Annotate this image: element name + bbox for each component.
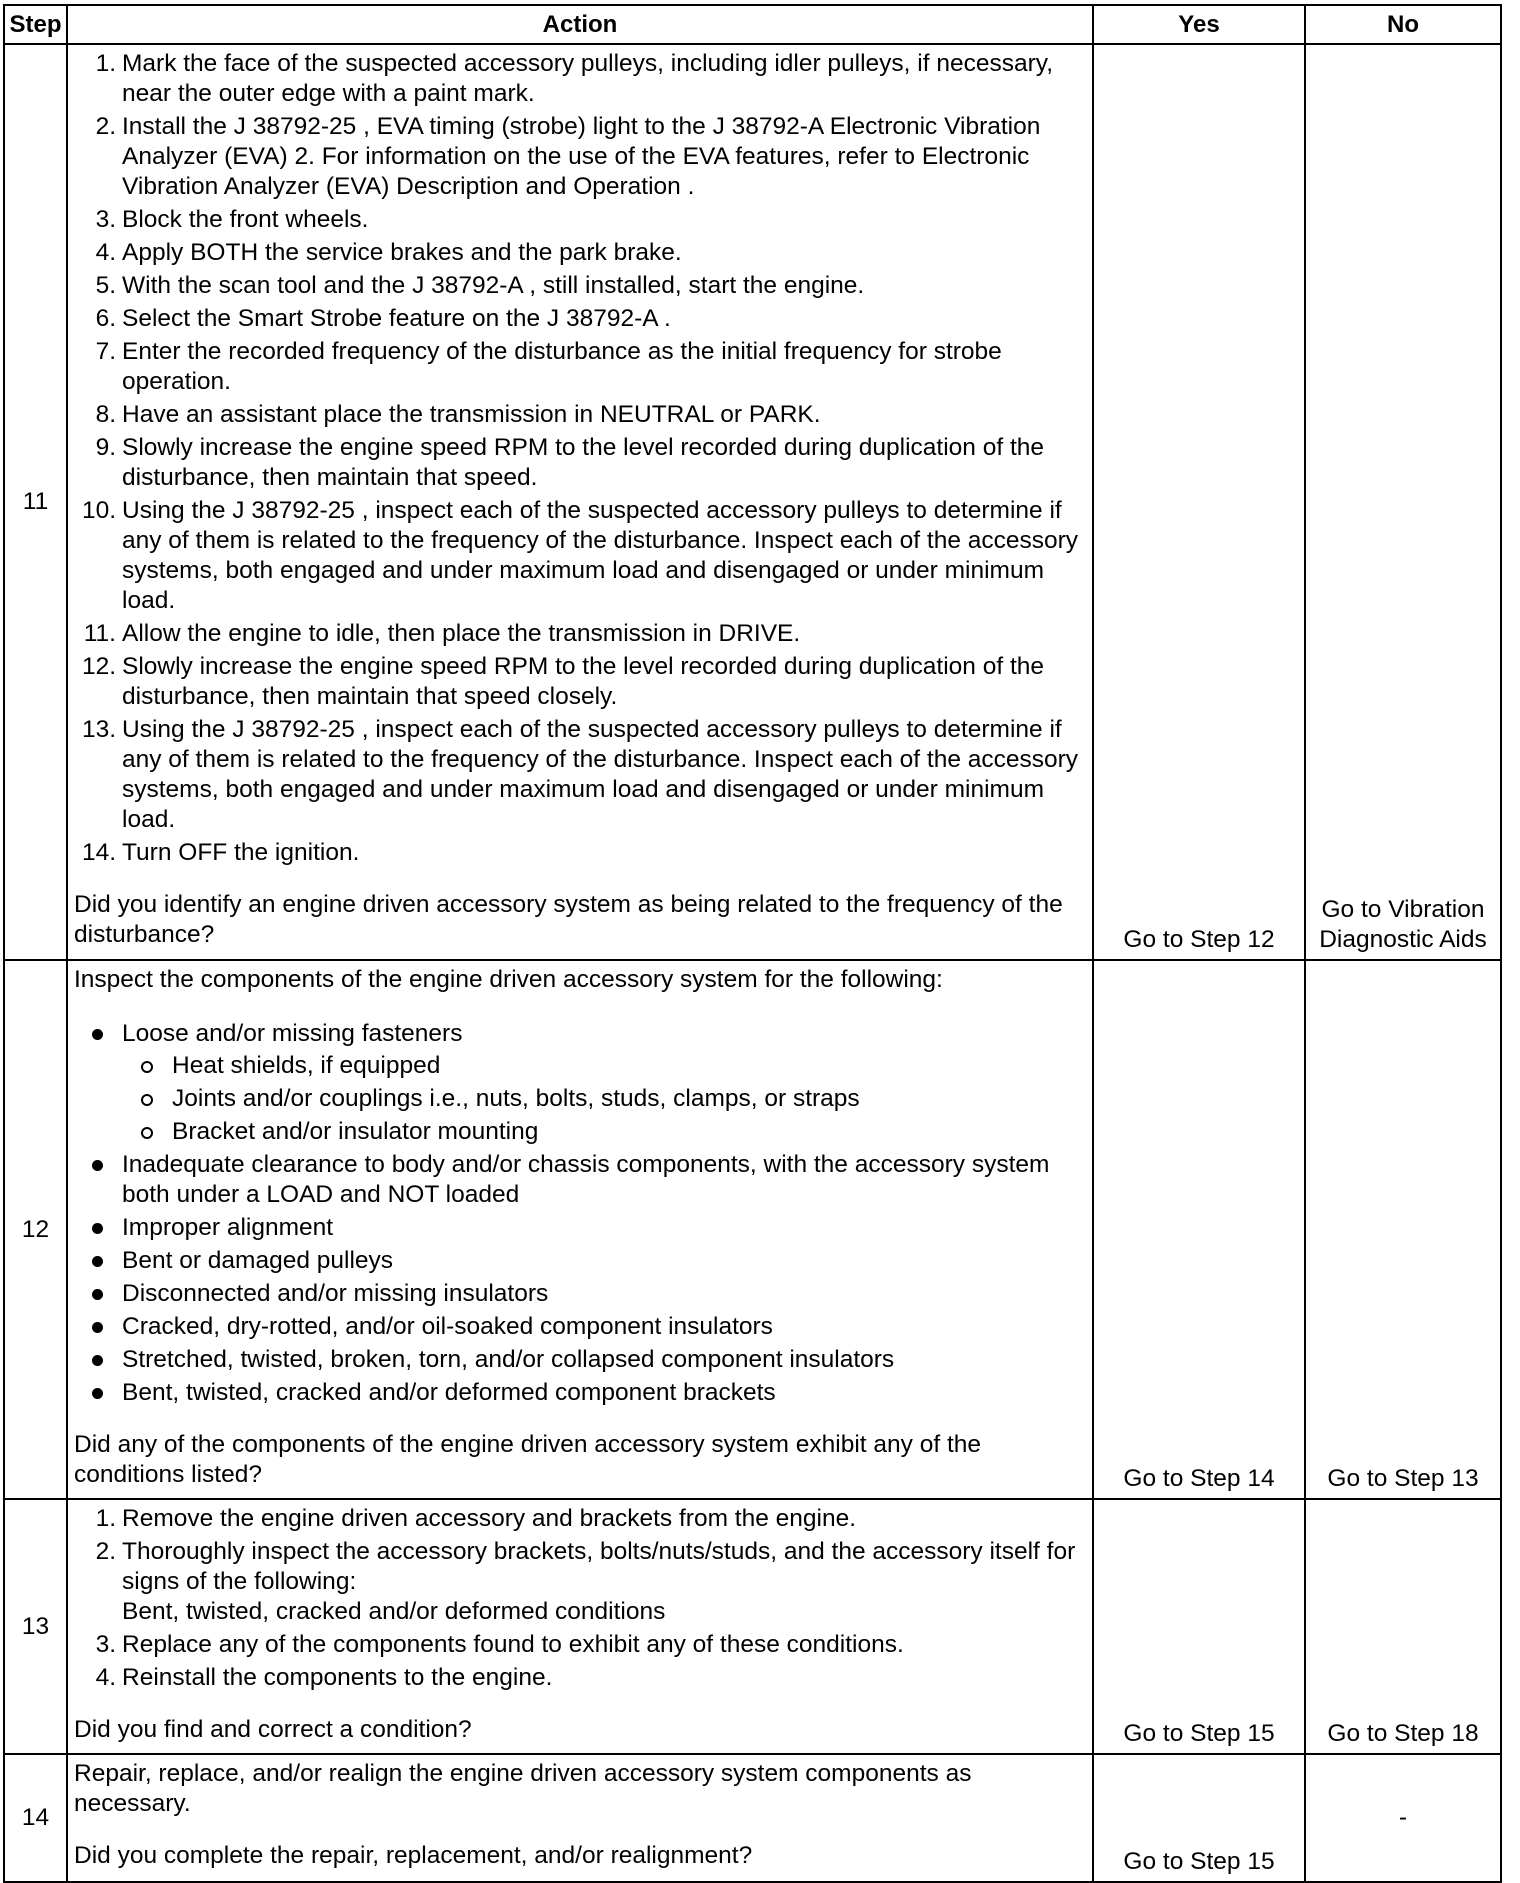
list-item [74, 238, 1084, 268]
question-text: Did you find and correct a condition? [74, 1716, 472, 1743]
item-number: 13. [81, 716, 116, 743]
intro-text: Inspect the components of the engine driven accessory system for the following: [74, 966, 943, 993]
no-result: - [1305, 1754, 1501, 1882]
item-number: 10. [81, 497, 116, 524]
item-text: Loose and/or missing fasteners [122, 1020, 463, 1047]
list-item [74, 838, 1084, 868]
no-result: Go to Vibration Diagnostic Aids [1305, 44, 1501, 960]
item-number: 1. [95, 1505, 116, 1532]
item-number: 8. [95, 401, 116, 428]
item-number: 3. [95, 1631, 116, 1658]
step-number: 13 [4, 1499, 67, 1754]
action-cell [67, 1754, 1093, 1882]
numbered-list [74, 1504, 1084, 1693]
step-number: 14 [4, 1754, 67, 1882]
item-text: Slowly increase the engine speed RPM to the level recorded during duplication of the disturbance, then maintain that speed closely. [122, 653, 1045, 710]
item-text: Using the J 38792-25 , inspect each of the suspected accessory pulleys to determine if any of them is related to the frequency of the disturbance. Inspect each of the accessory systems, both engaged and under maximum load and disengaged or under minimum load. [122, 497, 1079, 614]
bullet-list [74, 1019, 1084, 1408]
question-text: Did you complete the repair, replacement, and/or realignment? [74, 1842, 753, 1869]
list-item [74, 496, 1084, 616]
question-text: Did any of the components of the engine driven accessory system exhibit any of the conditions listed? [74, 1431, 982, 1488]
diagnostic-table [3, 4, 1502, 1883]
table-row-step-13 [4, 1499, 1501, 1754]
numbered-list [74, 49, 1084, 868]
item-number: 5. [95, 272, 116, 299]
list-item: Inadequate clearance to body and/or chassis components, with the accessory system both under a LOAD and NOT loaded [74, 1150, 1084, 1210]
item-text: Slowly increase the engine speed RPM to the level recorded during duplication of the disturbance, then maintain that speed. [122, 434, 1045, 491]
question-text: Did you identify an engine driven accessory system as being related to the frequency of the disturbance? [74, 891, 1063, 948]
list-item [74, 112, 1084, 202]
list-item [74, 619, 1084, 649]
list-item [74, 304, 1084, 334]
item-text: Block the front wheels. [122, 206, 369, 233]
list-item: Bent or damaged pulleys [74, 1246, 1084, 1276]
yes-result: Go to Step 14 [1093, 960, 1305, 1499]
item-text: Enter the recorded frequency of the disturbance as the initial frequency for strobe operation. [122, 338, 1002, 395]
action-cell [67, 960, 1093, 1499]
no-result: Go to Step 18 [1305, 1499, 1501, 1754]
sub-list-item: Bracket and/or insulator mounting [122, 1117, 1084, 1147]
list-item: Stretched, twisted, broken, torn, and/or collapsed component insulators [74, 1345, 1084, 1375]
sub-list-item: Joints and/or couplings i.e., nuts, bolts, studs, clamps, or straps [122, 1084, 1084, 1114]
item-text: Have an assistant place the transmission in NEUTRAL or PARK. [122, 401, 821, 428]
item-text: Replace any of the components found to exhibit any of these conditions. [122, 1631, 904, 1658]
item-number: 6. [95, 305, 116, 332]
item-text: Apply BOTH the service brakes and the park brake. [122, 239, 682, 266]
item-number: 2. [95, 113, 116, 140]
list-item: Disconnected and/or missing insulators [74, 1279, 1084, 1309]
list-item [74, 49, 1084, 109]
list-item [74, 1504, 1084, 1534]
list-item [74, 400, 1084, 430]
item-text: Thoroughly inspect the accessory brackets, bolts/nuts/studs, and the accessory itself for signs of the following: [122, 1538, 1076, 1595]
header-row [4, 5, 1501, 44]
header-no: No [1305, 5, 1501, 44]
item-number: 11. [83, 620, 116, 647]
action-cell [67, 44, 1093, 960]
table-row-step-14 [4, 1754, 1501, 1882]
table-row-step-11 [4, 44, 1501, 960]
no-result: Go to Step 13 [1305, 960, 1501, 1499]
item-number: 14. [81, 839, 116, 866]
yes-result: Go to Step 15 [1093, 1754, 1305, 1882]
list-item: Improper alignment [74, 1213, 1084, 1243]
item-number: 7. [95, 338, 116, 365]
item-text: Select the Smart Strobe feature on the J 38792-A . [122, 305, 671, 332]
list-item: Cracked, dry-rotted, and/or oil-soaked component insulators [74, 1312, 1084, 1342]
header-yes: Yes [1093, 5, 1305, 44]
item-text: With the scan tool and the J 38792-A , still installed, start the engine. [122, 272, 865, 299]
item-text: Reinstall the components to the engine. [122, 1664, 553, 1691]
list-item: Bent, twisted, cracked and/or deformed component brackets [74, 1378, 1084, 1408]
sub-list-item: Heat shields, if equipped [122, 1051, 1084, 1081]
item-text: Mark the face of the suspected accessory pulleys, including idler pulleys, if necessary, near the outer edge with a paint mark. [122, 50, 1053, 107]
sub-list [122, 1051, 1084, 1147]
item-number: 4. [95, 1664, 116, 1691]
item-number: 2. [95, 1538, 116, 1565]
item-text: Using the J 38792-25 , inspect each of the suspected accessory pulleys to determine if any of them is related to the frequency of the disturbance. Inspect each of the accessory systems, both engaged and under maximum load and disengaged or under minimum load. [122, 716, 1079, 833]
item-number: 1. [95, 50, 116, 77]
list-item [74, 1537, 1084, 1627]
item-text: Turn OFF the ignition. [122, 839, 360, 866]
item-text: Allow the engine to idle, then place the transmission in DRIVE. [122, 620, 801, 647]
list-item [74, 271, 1084, 301]
list-item [74, 1663, 1084, 1693]
yes-result: Go to Step 15 [1093, 1499, 1305, 1754]
item-extra-text: Bent, twisted, cracked and/or deformed conditions [122, 1598, 666, 1625]
step-number: 12 [4, 960, 67, 1499]
item-text: Install the J 38792-25 , EVA timing (strobe) light to the J 38792-A Electronic Vibration Analyzer (EVA) 2. For information on the use of the EVA features, refer to Electronic Vibration Analyzer (EVA) Description and Operation . [122, 113, 1041, 200]
step-number: 11 [4, 44, 67, 960]
intro-text: Repair, replace, and/or realign the engine driven accessory system components as necessary. [74, 1760, 972, 1817]
list-item [74, 715, 1084, 835]
item-number: 12. [81, 653, 116, 680]
item-number: 9. [95, 434, 116, 461]
list-item [74, 205, 1084, 235]
list-item [74, 1630, 1084, 1660]
table-row-step-12 [4, 960, 1501, 1499]
action-cell [67, 1499, 1093, 1754]
list-item [74, 1019, 1084, 1147]
header-action: Action [67, 5, 1093, 44]
header-step: Step [4, 5, 67, 44]
list-item [74, 652, 1084, 712]
item-number: 3. [95, 206, 116, 233]
yes-result: Go to Step 12 [1093, 44, 1305, 960]
item-number: 4. [95, 239, 116, 266]
item-text: Remove the engine driven accessory and brackets from the engine. [122, 1505, 857, 1532]
list-item [74, 433, 1084, 493]
list-item [74, 337, 1084, 397]
